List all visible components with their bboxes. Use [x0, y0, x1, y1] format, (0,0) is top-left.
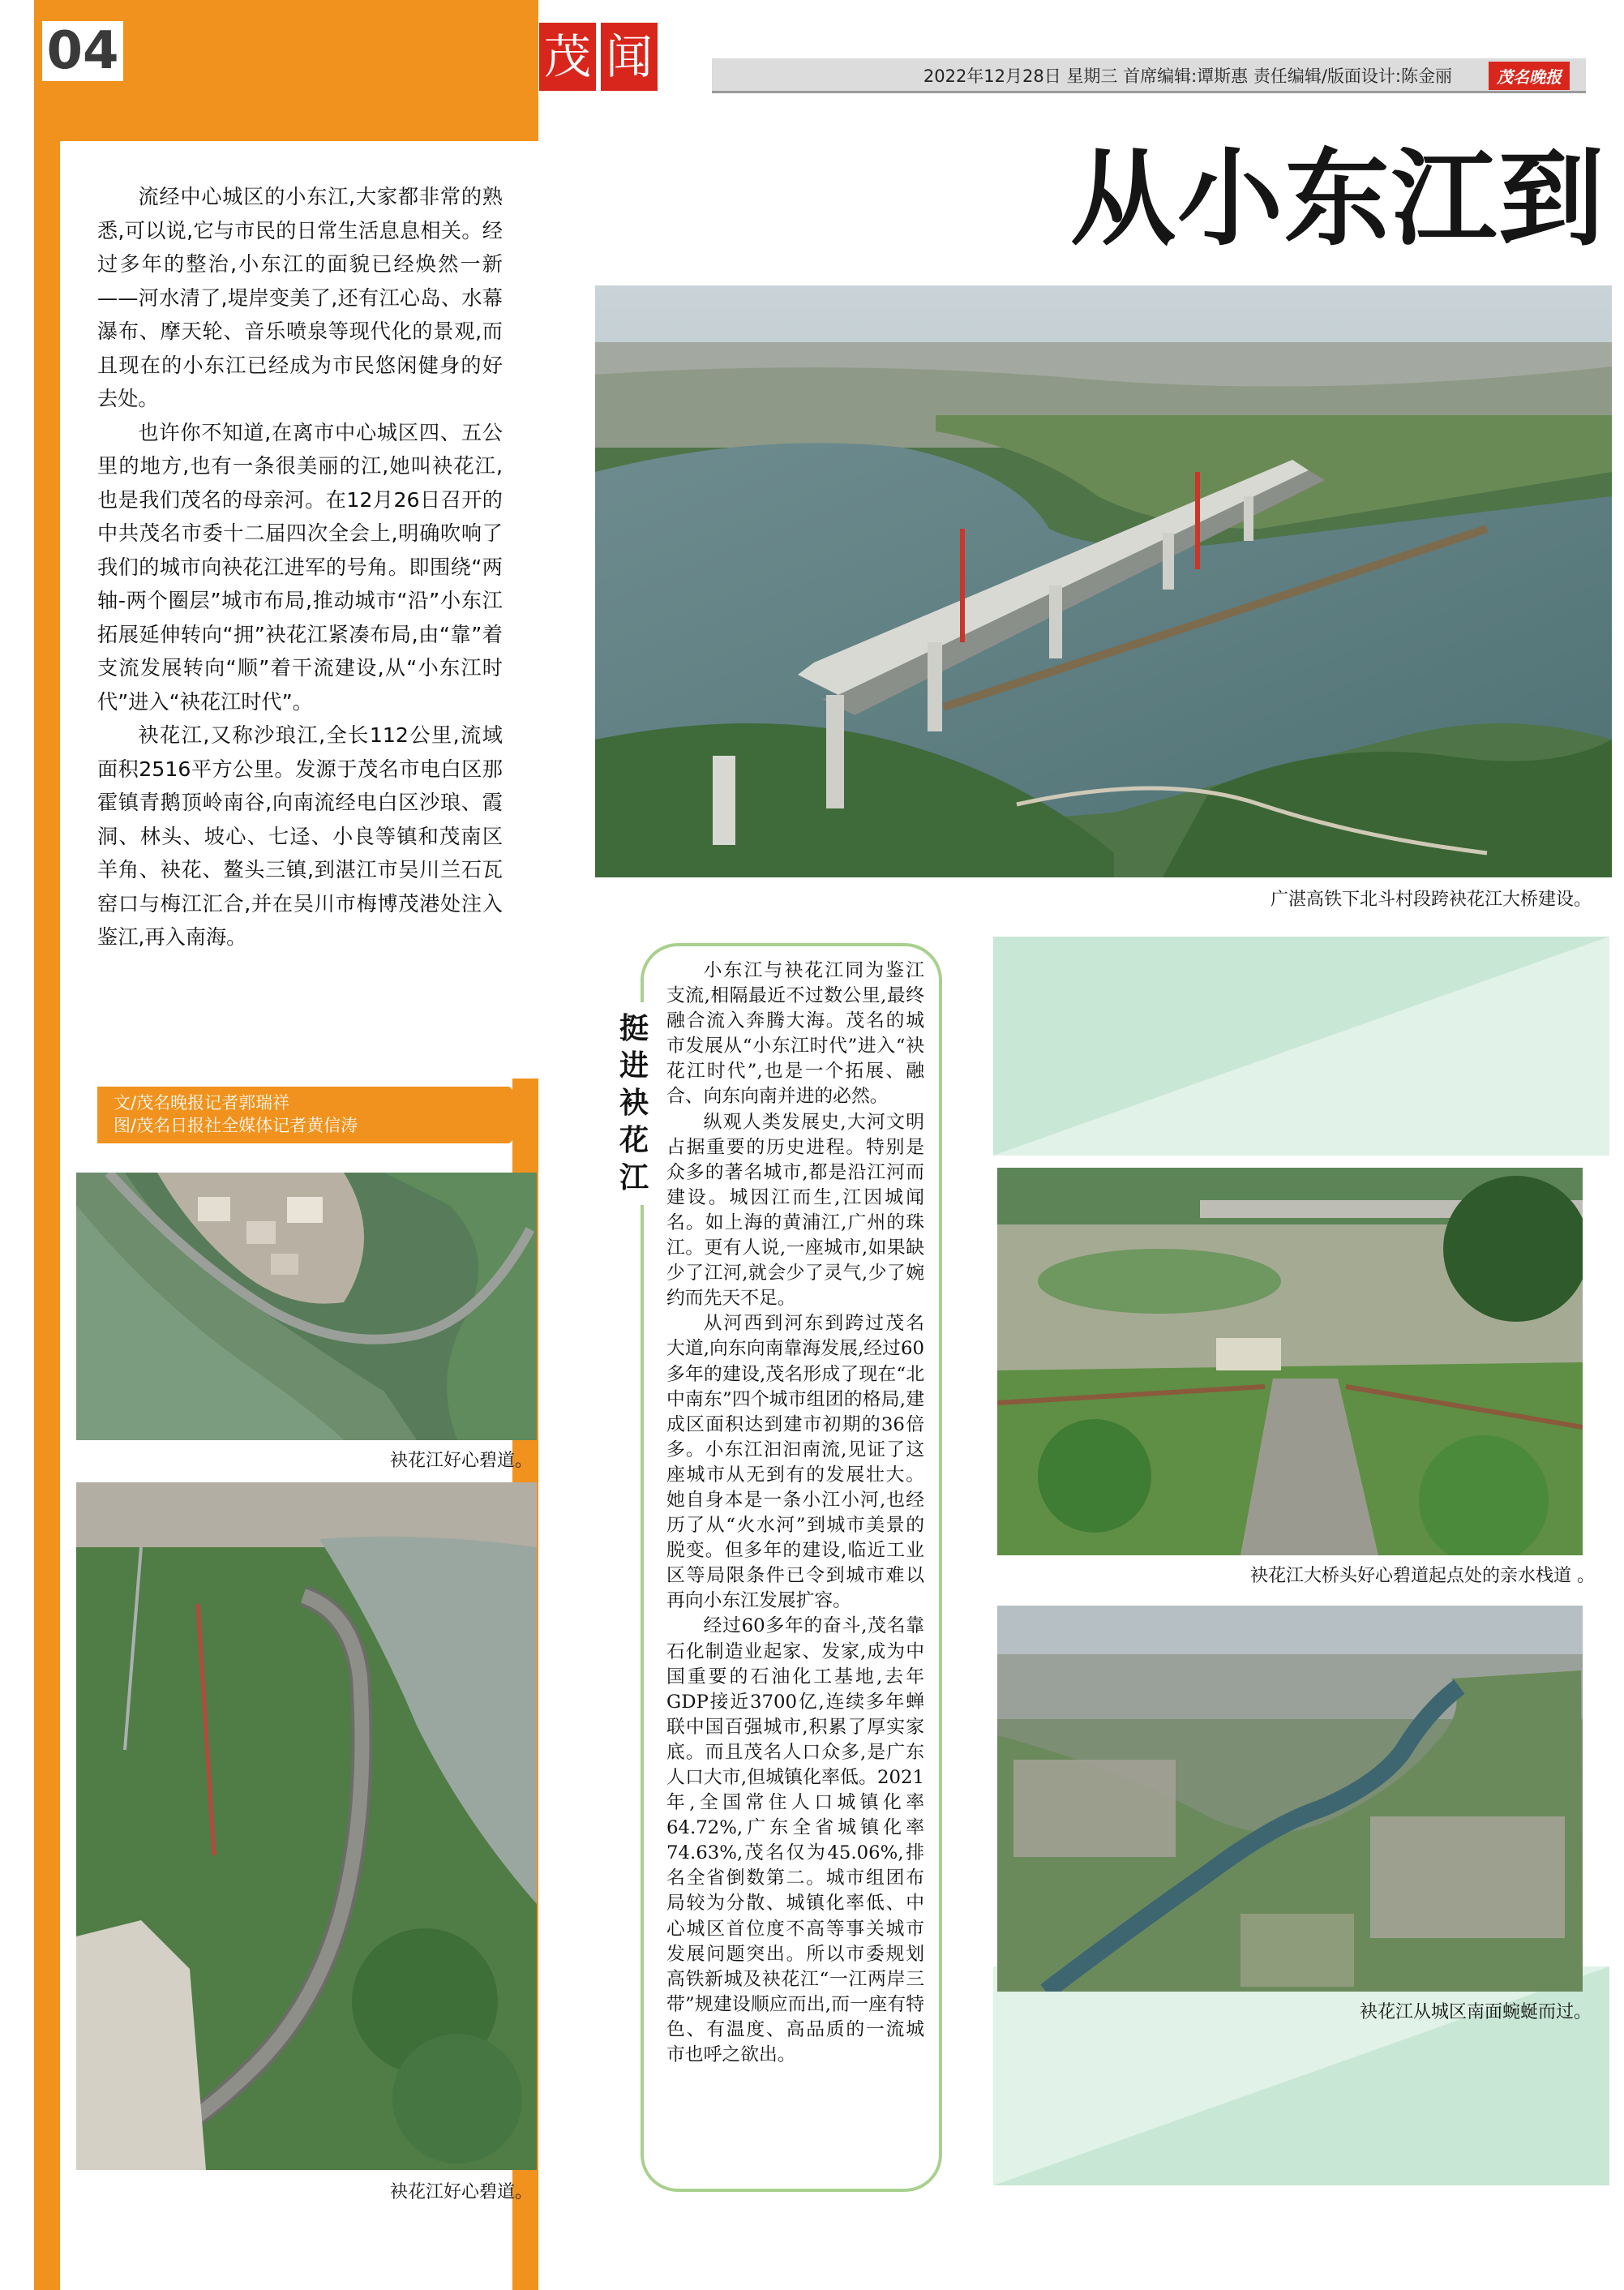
credit-text: 文/茂名晚报记者郭瑞祥: [114, 1093, 290, 1113]
sidebar-paragraph: 纵观人类发展史,大河文明占据重要的历史进程。特别是众多的著名城市,都是沿江河而建设。城因江而生,江因城闻名。如上海的黄浦江,广州的珠江。更有人说,一座城市,如果缺少了江河,就会少了灵气,少了婉约而先天不足。: [666, 1111, 924, 1310]
header-bar: [712, 58, 1586, 93]
title-char: 进: [619, 1049, 649, 1083]
section-logo: [539, 23, 658, 91]
sidebar-article: [666, 958, 924, 2068]
title-char: 袂: [619, 1087, 649, 1120]
right-photo-boardwalk: [997, 1168, 1583, 1555]
page-number: 04: [42, 21, 123, 81]
caption-main-photo: 广湛高铁下北斗村段跨袂花江大桥建设。: [1270, 890, 1592, 910]
title-char: 江: [619, 1161, 649, 1194]
credit-arrow: [509, 1087, 538, 1143]
caption-right-bottom: 袂花江从城区南面蜿蜒而过。: [1359, 2002, 1592, 2022]
caption-right-top: 袂花江大桥头好心碧道起点处的亲水栈道 。: [1250, 1566, 1595, 1586]
header-info: 2022年12月28日 星期三 首席编辑:谭斯惠 责任编辑/版面设计:陈金丽: [923, 66, 1452, 86]
intro-paragraph: 也许你不知道,在离市中心城区四、五公里的地方,也有一条很美丽的江,她叫袂花江,也是我们茂名的母亲河。在12月26日召开的中共茂名市委十二届四次全会上,明确吹响了我们的城市向袂花江进军的号角。即围绕“两轴-两个圈层”城市布局,推动城市“沿”小东江拓展延伸转向“拥”袂花江紧凑布局,由“靠”着支流发展转向“顺”着干流建设,从“小东江时代”进入“袂花江时代”。: [97, 420, 503, 714]
left-photo-greenway-top: [76, 1173, 537, 1440]
intro-article: [97, 180, 503, 954]
intro-paragraph: 袂花江,又称沙琅江,全长112公里,流域面积2516平方公里。发源于茂名市电白区那霍镇青鹅顶岭南谷,向南流经电白区沙琅、霞洞、林头、坡心、七迳、小良等镇和茂南区羊角、袂花、鳌头三镇,到湛江市吴川兰石瓦窑口与梅江汇合,并在吴川市梅博茂港处注入鉴江,再入南海。: [97, 723, 503, 949]
right-photo-river-aerial: [997, 1606, 1583, 1992]
newspaper-brand: 茂名晚报: [1489, 62, 1570, 90]
left-photo-greenway-bottom: [76, 1482, 537, 2170]
credit-box: [97, 1087, 509, 1143]
sidebar-paragraph: 经过60多年的奋斗,茂名靠石化制造业起家、发家,成为中国重要的石油化工基地,去年GDP接近3700亿,连续多年蝉联中国百强城市,积累了厚实家底。而且茂名人口众多,是广东人口大市,但城镇化率低。2021年,全国常住人口城镇化率64.72%,广东全省城镇化率74.63%,茂名仅为45.06%,排名全省倒数第二。城市组团布局较为分散、城镇化率低、中心城区首位度不高等事关城市发展问题突出。所以市委规划高铁新城及袂花江“一江两岸三带”规建设顺应而出,而一座有特色、有温度、高品质的一流城市也呼之欲出。: [666, 1615, 924, 2066]
sidebar-paragraph: 从河西到河东到跨过茂名大道,向东向南靠海发展,经过60多年的建设,茂名形成了现在“北中南东”四个城市组团的格局,建成区面积达到建市初期的36倍多。小东江汩汩南流,见证了这座城市从无到有的发展壮大。她自身本是一条小江小河,也经历了从“火水河”到城市美景的脱变。但多年的建设,临近工业区等局限条件已令到城市难以再向小东江发展扩容。: [666, 1313, 924, 1612]
sidebar-vertical-title: [610, 1002, 658, 1205]
section-char-1: 茂: [539, 23, 596, 91]
main-photo-bridge: [595, 285, 1612, 877]
caption-left-bottom: 袂花江好心碧道。: [389, 2182, 533, 2202]
orange-side-bar: [34, 141, 60, 2290]
intro-paragraph: 流经中心城区的小东江,大家都非常的熟悉,可以说,它与市民的日常生活息息相关。经过多年的整治,小东江的面貌已经焕然一新——河水清了,堤岸变美了,还有江心岛、水幕瀑布、摩天轮、音乐喷泉等现代化的景观,而且现在的小东江已经成为市民悠闲健身的好去处。: [97, 185, 503, 410]
title-char: 花: [619, 1124, 649, 1157]
title-char: 挺: [619, 1012, 649, 1045]
section-char-2: 闻: [601, 23, 658, 91]
sidebar-paragraph: 小东江与袂花江同为鉴江支流,相隔最近不过数公里,最终融合流入奔腾大海。茂名的城市发展从“小东江时代”进入“袂花江时代”,也是一个拓展、融合、向东向南并进的必然。: [666, 960, 924, 1108]
caption-left-top: 袂花江好心碧道。: [389, 1451, 533, 1471]
credit-photo: 图/茂名日报社全媒体记者黄信涛: [114, 1116, 358, 1135]
headline: 从小东江到: [1070, 137, 1606, 260]
